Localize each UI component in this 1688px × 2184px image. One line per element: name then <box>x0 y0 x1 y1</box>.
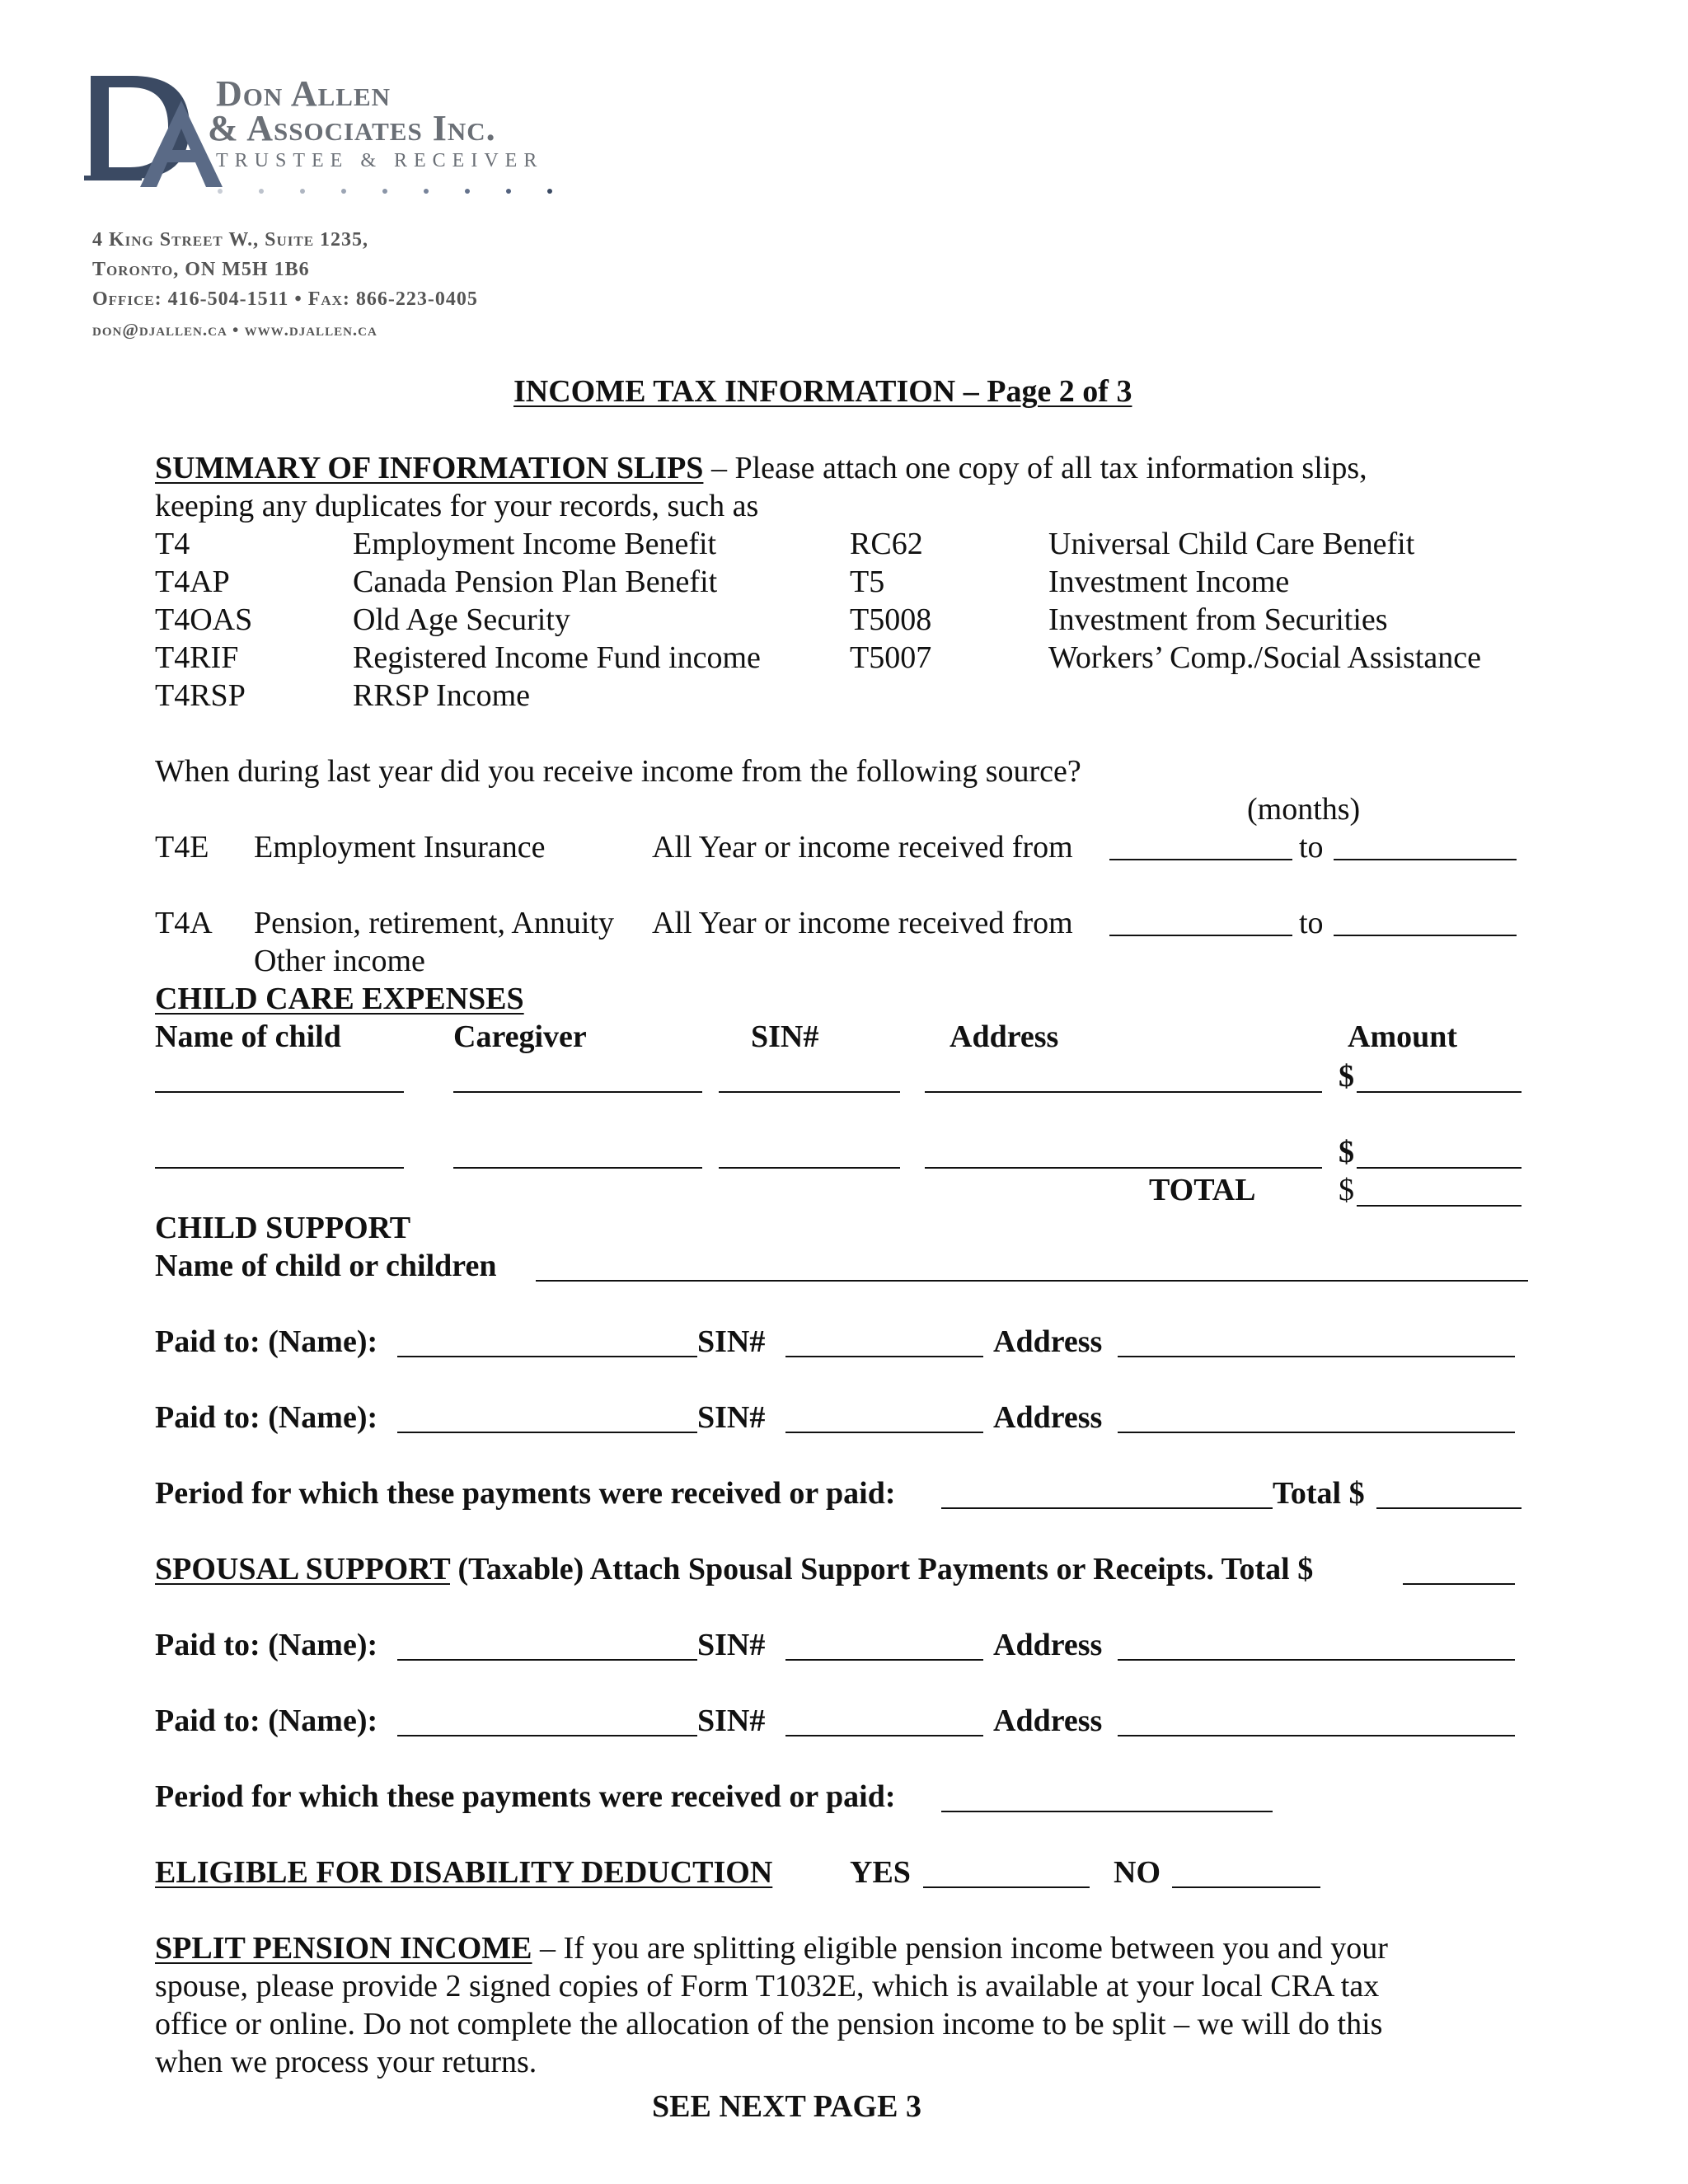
slip-desc: Registered Income Fund income <box>353 640 761 675</box>
slip-code: T5 <box>850 565 885 599</box>
sin-field[interactable] <box>785 1735 983 1736</box>
to-month-field[interactable] <box>1334 859 1517 860</box>
address-field[interactable] <box>925 1167 1322 1169</box>
sin-label: SIN# <box>697 1704 766 1738</box>
col-name-of-child: Name of child <box>155 1019 341 1054</box>
income-desc: Employment Insurance <box>254 830 546 865</box>
no-label: NO <box>1114 1855 1160 1890</box>
sin-field[interactable] <box>785 1356 983 1357</box>
slip-desc: Canada Pension Plan Benefit <box>353 565 718 599</box>
logo-dots <box>216 185 570 193</box>
address-field[interactable] <box>925 1091 1322 1093</box>
slip-desc: Workers’ Comp./Social Assistance <box>1048 640 1481 675</box>
paid-to-name-field[interactable] <box>397 1659 697 1661</box>
income-desc: Pension, retirement, Annuity <box>254 906 614 940</box>
child-care-heading: CHILD CARE EXPENSES <box>155 982 524 1016</box>
address-label: Address <box>993 1400 1103 1435</box>
address-label: Address <box>993 1704 1103 1738</box>
period-label: Period for which these payments were received or paid: <box>155 1476 896 1511</box>
income-received-label: All Year or income received from <box>652 830 1073 865</box>
summary-intro-line2: keeping any duplicates for your records, such as <box>155 489 759 523</box>
col-address: Address <box>950 1019 1059 1054</box>
col-amount: Amount <box>1348 1019 1458 1054</box>
address-line1: 4 King Street W., Suite 1235, <box>92 229 369 251</box>
slip-desc: Investment from Securities <box>1048 602 1388 637</box>
total-amount-field[interactable] <box>1357 1205 1522 1207</box>
address-label: Address <box>993 1628 1103 1662</box>
spousal-total-field[interactable] <box>1403 1583 1515 1585</box>
web-line: don@djallen.ca • www.djallen.ca <box>92 320 377 340</box>
split-pension-line4: when we process your returns. <box>155 2045 537 2079</box>
sin-field[interactable] <box>785 1659 983 1661</box>
phone-line: Office: 416-504-1511 • Fax: 866-223-0405 <box>92 288 478 310</box>
slip-desc: Employment Income Benefit <box>353 527 717 561</box>
sin-label: SIN# <box>697 1628 766 1662</box>
children-name-field[interactable] <box>536 1280 1528 1282</box>
no-field[interactable] <box>1172 1886 1320 1888</box>
paid-to-label: Paid to: (Name): <box>155 1400 378 1435</box>
paid-to-name-field[interactable] <box>397 1356 697 1357</box>
to-label: to <box>1299 830 1324 865</box>
slip-code: T4 <box>155 527 190 561</box>
amount-field[interactable] <box>1357 1091 1522 1093</box>
paid-to-name-field[interactable] <box>397 1432 697 1433</box>
to-month-field[interactable] <box>1334 935 1517 936</box>
company-name-line1: Don Allen <box>216 73 392 114</box>
sin-label: SIN# <box>697 1324 766 1359</box>
address-field[interactable] <box>1118 1735 1515 1736</box>
slip-desc: Old Age Security <box>353 602 570 637</box>
amount-field[interactable] <box>1357 1167 1522 1169</box>
spousal-support-instructions: (Taxable) Attach Spousal Support Payments or Receipts. Total $ <box>457 1552 1314 1586</box>
income-question: When during last year did you receive income from the following source? <box>155 754 1081 789</box>
paid-to-label: Paid to: (Name): <box>155 1704 378 1738</box>
paid-to-label: Paid to: (Name): <box>155 1628 378 1662</box>
footer-next-page: SEE NEXT PAGE 3 <box>652 2089 921 2124</box>
currency-sign: $ <box>1339 1173 1354 1207</box>
slip-code: RC62 <box>850 527 923 561</box>
split-pension-line3: office or online. Do not complete the allocation of the pension income to be split – we will do this <box>155 2007 1383 2041</box>
summary-intro: – Please attach one copy of all tax information slips, <box>710 451 1367 485</box>
child-name-field[interactable] <box>155 1091 404 1093</box>
income-code: T4E <box>155 830 209 865</box>
currency-sign: $ <box>1339 1135 1354 1169</box>
period-field[interactable] <box>941 1507 1273 1509</box>
from-month-field[interactable] <box>1109 935 1292 936</box>
address-line2: Toronto, ON M5H 1B6 <box>92 259 310 280</box>
split-pension-heading: SPLIT PENSION INCOME <box>155 1931 532 1966</box>
summary-heading: SUMMARY OF INFORMATION SLIPS <box>155 451 704 485</box>
paid-to-label: Paid to: (Name): <box>155 1324 378 1359</box>
to-label: to <box>1299 906 1324 940</box>
address-field[interactable] <box>1118 1659 1515 1661</box>
slip-desc: RRSP Income <box>353 678 530 713</box>
address-label: Address <box>993 1324 1103 1359</box>
total-label: Total $ <box>1273 1476 1365 1511</box>
sin-field[interactable] <box>719 1091 900 1093</box>
company-name-line2: & Associates Inc. <box>208 108 496 148</box>
yes-field[interactable] <box>923 1886 1090 1888</box>
spousal-support-heading: SPOUSAL SUPPORT <box>155 1552 450 1586</box>
slip-code: T5007 <box>850 640 932 675</box>
income-received-label: All Year or income received from <box>652 906 1073 940</box>
total-label: TOTAL <box>1149 1173 1256 1207</box>
sin-field[interactable] <box>785 1432 983 1433</box>
slip-code: T4AP <box>155 565 230 599</box>
period-field[interactable] <box>941 1811 1273 1812</box>
slip-code: T4RSP <box>155 678 246 713</box>
yes-label: YES <box>850 1855 911 1890</box>
paid-to-name-field[interactable] <box>397 1735 697 1736</box>
sin-label: SIN# <box>697 1400 766 1435</box>
income-desc-other: Other income <box>254 944 425 978</box>
child-name-field[interactable] <box>155 1167 404 1169</box>
child-support-heading: CHILD SUPPORT <box>155 1211 411 1245</box>
split-pension-line1: – If you are splitting eligible pension income between you and your <box>540 1931 1388 1966</box>
caregiver-field[interactable] <box>453 1091 702 1093</box>
total-field[interactable] <box>1376 1507 1522 1509</box>
company-tagline: TRUSTEE & RECEIVER <box>216 150 544 171</box>
slip-desc: Investment Income <box>1048 565 1290 599</box>
currency-sign: $ <box>1339 1059 1354 1094</box>
address-field[interactable] <box>1118 1432 1515 1433</box>
page-title: INCOME TAX INFORMATION – Page 2 of 3 <box>513 374 1132 409</box>
children-name-label: Name of child or children <box>155 1249 497 1283</box>
income-code: T4A <box>155 906 213 940</box>
months-label: (months) <box>1247 792 1361 827</box>
from-month-field[interactable] <box>1109 859 1292 860</box>
split-pension-line2: spouse, please provide 2 signed copies of Form T1032E, which is available at your local CRA tax <box>155 1969 1380 2004</box>
slip-code: T5008 <box>850 602 932 637</box>
sin-field[interactable] <box>719 1167 900 1169</box>
disability-heading: ELIGIBLE FOR DISABILITY DEDUCTION <box>155 1855 773 1890</box>
caregiver-field[interactable] <box>453 1167 702 1169</box>
address-field[interactable] <box>1118 1356 1515 1357</box>
period-label: Period for which these payments were received or paid: <box>155 1779 896 1814</box>
col-caregiver: Caregiver <box>453 1019 587 1054</box>
slip-desc: Universal Child Care Benefit <box>1048 527 1415 561</box>
slip-code: T4RIF <box>155 640 239 675</box>
col-sin: SIN# <box>751 1019 819 1054</box>
slip-code: T4OAS <box>155 602 253 637</box>
